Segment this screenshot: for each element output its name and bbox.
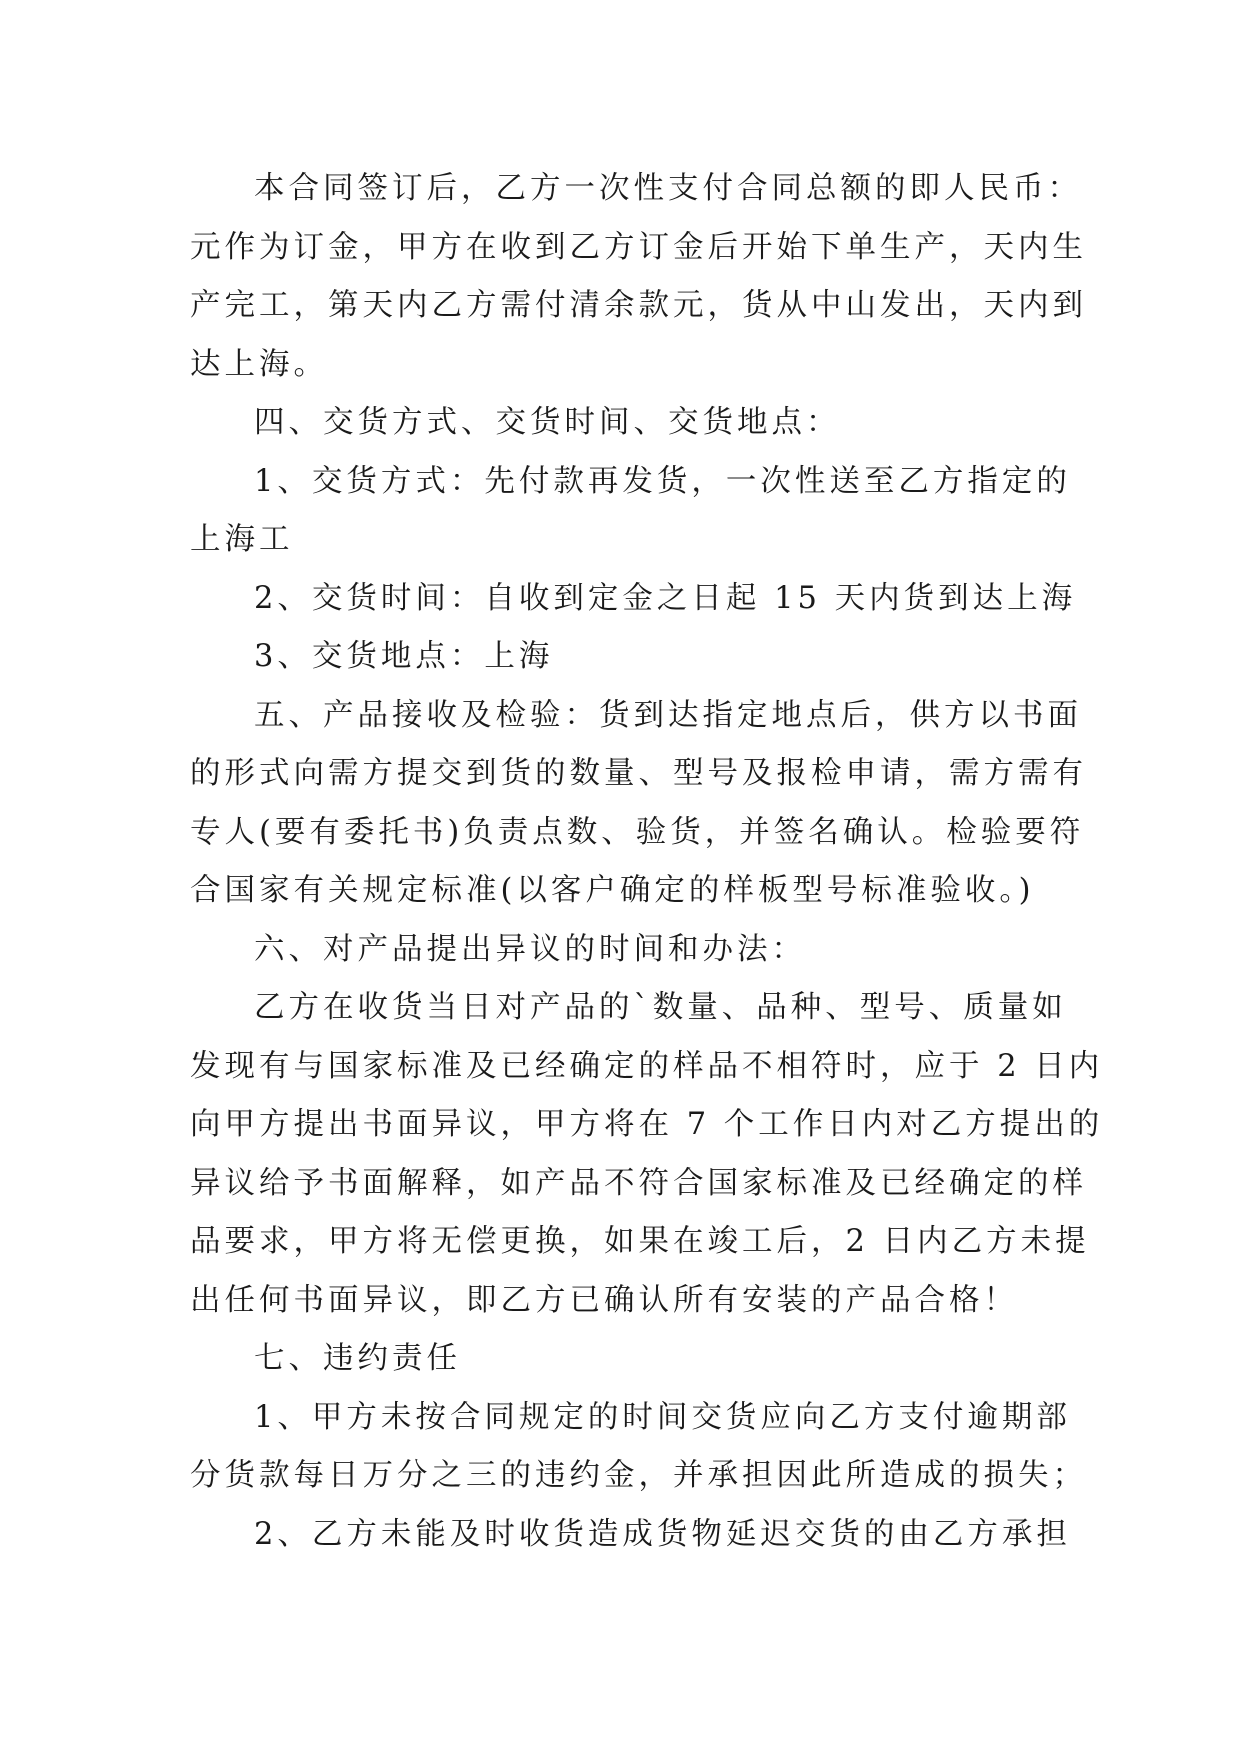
paragraph-liability-2 [190,1506,1071,1565]
paragraph-section-5 [190,687,1087,921]
text-line: 四、交货方式、交货时间、交货地点： [254,405,841,440]
paragraph-payment-terms [190,160,1087,394]
text-line: 1、交货方式：先付款再发货，一次性送至乙方指定的 [254,463,1071,499]
text-line: 的形式向需方提交到货的数量、型号及报检申请，需方需有 [190,756,1087,791]
text-line: 向甲方提出书面异议，甲方将在 7 个工作日内对乙方提出的 [190,1107,1104,1142]
text-line: 1、甲方未按合同规定的时间交货应向乙方支付逾期部 [254,1399,1071,1435]
paragraph-section-7-heading [190,1330,1060,1389]
text-line: 五、产品接收及检验：货到达指定地点后，供方以书面 [254,697,1082,733]
paragraph-section-6-body [190,979,1104,1330]
text-line: 七、违约责任 [254,1341,461,1376]
text-line: 3、交货地点：上海 [254,639,554,674]
text-line: 合国家有关规定标准(以客户确定的样板型号标准验收。) [190,873,1035,908]
text-line: 出任何书面异议，即乙方已确认所有安装的产品合格！ [190,1282,1018,1318]
text-line: 上海工 [190,522,294,557]
document-body [190,160,1104,1564]
text-line: 品要求，甲方将无偿更换，如果在竣工后，2 日内乙方未提 [190,1224,1090,1259]
text-line: 发现有与国家标准及已经确定的样品不相符时，应于 2 日内 [190,1048,1104,1084]
text-line: 乙方在收货当日对产品的`数量、品种、型号、质量如 [254,990,1067,1025]
text-line: 专人(要有委托书)负责点数、验货，并签名确认。检验要符 [190,814,1085,850]
text-line: 异议给予书面解释，如产品不符合国家标准及已经确定的样 [190,1165,1087,1201]
text-line: 2、乙方未能及时收货造成货物延迟交货的由乙方承担 [254,1516,1071,1552]
paragraph-section-6-heading [190,921,1060,980]
paragraph-delivery-time [190,570,1077,629]
text-line: 产完工，第天内乙方需付清余款元，货从中山发出，天内到 [190,288,1087,323]
text-line: 分货款每日万分之三的违约金，并承担因此所造成的损失； [190,1458,1087,1493]
text-line: 本合同签订后，乙方一次性支付合同总额的即人民币： [254,171,1082,206]
text-line: 达上海。 [190,346,328,382]
paragraph-section-4-heading [190,394,1060,453]
text-line: 2、交货时间：自收到定金之日起 15 天内货到达上海 [254,580,1077,616]
text-line: 元作为订金，甲方在收到乙方订金后开始下单生产，天内生 [190,229,1087,265]
paragraph-delivery-method [190,453,1071,570]
paragraph-delivery-place [190,628,1060,687]
text-line: 六、对产品提出异议的时间和办法： [254,931,806,967]
paragraph-liability-1 [190,1389,1087,1506]
